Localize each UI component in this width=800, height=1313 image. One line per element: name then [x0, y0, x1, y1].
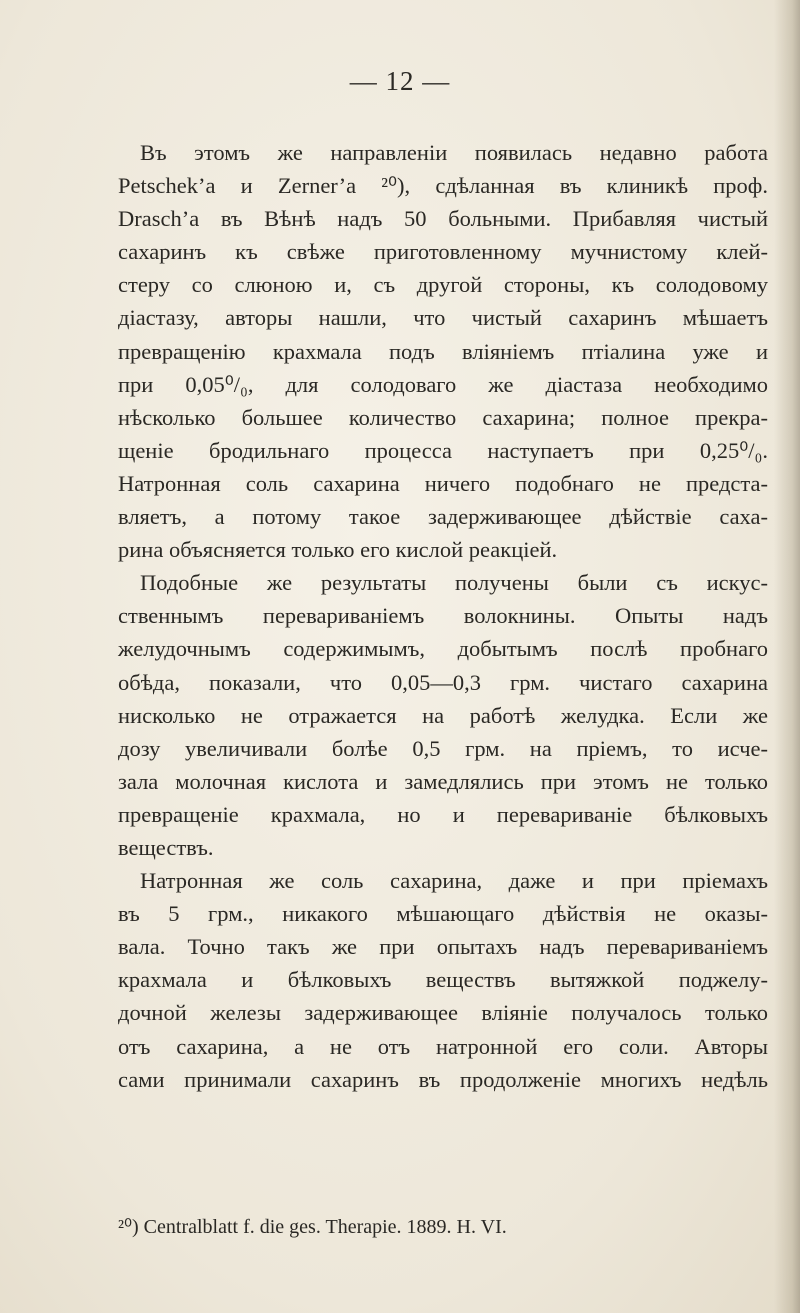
- footnote: ²⁰) Centralblatt f. die ges. Therapie. 1889. H. VI.: [118, 1216, 507, 1238]
- text-line: въ 5 грм., никакого мѣшающаго дѣйствія не оказы-: [118, 901, 768, 927]
- text-line: вала. Точно такъ же при опытахъ надъ перевариваніемъ: [118, 934, 768, 960]
- text-line: сахаринъ къ свѣже приготовленному мучнистому клей-: [118, 239, 768, 265]
- text-line: сами принимали сахаринъ въ продолженіе многихъ недѣль: [118, 1066, 768, 1092]
- text-line: Въ этомъ же направленіи появилась недавно работа: [140, 140, 768, 165]
- text-line: вляетъ, а потому такое задерживающее дѣйствіе саха-: [118, 504, 768, 530]
- text-line: рина объясняется только его кислой реакціей.: [118, 537, 558, 563]
- text-line: превращеніе крахмала, но и перевариваніе бѣлковыхъ: [118, 801, 768, 827]
- page-number: — 12 —: [349, 66, 451, 96]
- text-line: веществъ.: [118, 834, 214, 860]
- text-line: крахмала и бѣлковыхъ веществъ вытяжкой поджелу-: [118, 967, 768, 993]
- page-edge-shadow: [774, 0, 800, 1313]
- body-text: [118, 136, 768, 1096]
- text-line: при 0,05⁰/₀, для солодоваго же діастаза необходимо: [118, 371, 768, 397]
- text-line: щеніе бродильнаго процесса наступаетъ при 0,25⁰/₀.: [118, 437, 768, 463]
- text-line: превращенію крахмала подъ вліяніемъ птіалина уже и: [118, 338, 768, 364]
- text-line: дочной железы задерживающее вліяніе получалось только: [118, 1000, 768, 1026]
- text-line: отъ сахарина, а не отъ натронной его соли. Авторы: [118, 1033, 768, 1059]
- text-line: Натронная соль сахарина ничего подобнаго не предста-: [118, 470, 768, 496]
- text-line: ственнымъ перевариваніемъ волокнины. Опыты надъ: [118, 603, 768, 629]
- text-line: обѣда, показали, что 0,05—0,3 грм. чистаго сахарина: [118, 669, 768, 695]
- text-line: желудочнымъ содержимымъ, добытымъ послѣ пробнаго: [118, 636, 768, 662]
- text-line: зала молочная кислота и замедлялись при этомъ не только: [118, 768, 768, 794]
- text-line: стеру со слюною и, съ другой стороны, къ солодовому: [118, 272, 768, 298]
- text-line: дозу увеличивали болѣе 0,5 грм. на пріемъ, то исче-: [118, 735, 768, 761]
- text-line: діастазу, авторы нашли, что чистый сахаринъ мѣшаетъ: [118, 305, 768, 331]
- text-line: Drasch’a въ Вѣнѣ надъ 50 больными. Прибавляя чистый: [118, 206, 768, 232]
- text-line: нѣсколько большее количество сахарина; полное прекра-: [118, 404, 768, 430]
- text-line: Подобные же результаты получены были съ искус-: [140, 570, 768, 596]
- text-line: нисколько не отражается на работѣ желудка. Если же: [118, 702, 768, 728]
- text-line: Petschek’a и Zerner’a ²⁰), сдѣланная въ клиникѣ проф.: [118, 173, 768, 199]
- text-line: Натронная же соль сахарина, даже и при пріемахъ: [140, 868, 768, 894]
